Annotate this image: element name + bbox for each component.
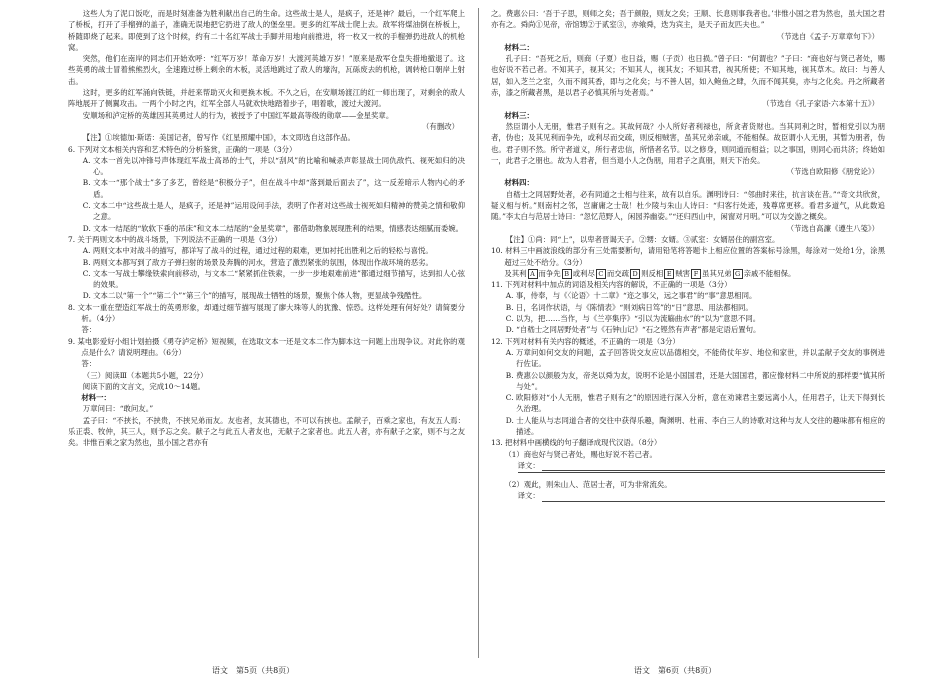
answer-line[interactable] [518, 472, 885, 473]
material-text: 孔子曰：“吾死之后，则商（子夏）也日益，赐（子贡）也日损。”曾子曰：“何谓也？”子曰：“商也好与贤己者处，赐也好说不若己者。不知其子，视其父；不知其人，视其友；不知其君，视其所使；不知其地，视其草木。故曰：与善人居，如入芝兰之室，久而不闻其香，即与之化矣；与不善人居，如入鲍鱼之肆，久而不闻其臭，亦与之化矣。丹之所藏者赤，漆之所藏者黑，是以君子必慎其所与处者焉。” [491, 54, 885, 98]
option-c: C. 以为，把……当作，与《兰亭集序》“引以为流觞曲水”的“以为”意思不同。 [505, 314, 761, 324]
option-c: C. 文本二中“这些战士是人，是疯子，还是神”运用设问手法，表明了作者对这些战士视死如归精神的赞美之情和敬仰之意。 [82, 201, 465, 222]
question-6: 6. 下列对文本相关内容和艺术特色的分析鉴赏，正确的一项是（3分） [68, 144, 297, 154]
annotation-note: 【注】①埃德加·斯诺：美国记者，曾写作《红星照耀中国》，本文即选自这部作品。 [82, 133, 355, 143]
passage-paragraph: 突然，他们在南岸的同志们开始欢呼：“红军万岁！革命万岁！大渡河英雄万岁！”原来是敌军仓皇失措地撤退了。这些英勇的战士冒着熊熊烈火，全速跑过桥上剩余的木板，灵活地跳过了敌人的壕沟，瓦砾废去的机枪，调转枪口朝岸上射击。 [68, 54, 465, 86]
answer-line[interactable] [542, 461, 885, 471]
translation-label: 译文： [517, 460, 540, 470]
option-a: A. 万章问如何交友的问题，孟子回答说交友应以品德相交，不能倚仗年岁、地位和家世，并以孟献子交友的事例进行佐证。 [505, 347, 885, 369]
option-c: C. 文本一写战士攀缘铁索向前移动，与文本二“紧紧抓住铁索，一步一步地艰难前进”都通过细节描写，达到扣人心弦的效果。 [82, 268, 465, 290]
passage-paragraph: 这些人为了泥口饭吃，而是时刻准备为胜利献出自己的生命。这些战士是人，是疯子，还是神？最后，一个红军爬上了桥板，打开了手榴弹的盖子，准确无误地把它扔进了敌人的堡垒里。更多的红军战士爬上去。敌军将煤油倒在桥板上，桥随即烧了起来。即使到了这个时候，约有二十名红军战士手脚并用地向前推进，将一枚又一枚的手榴弹扔进敌人的机枪窝。 [68, 9, 465, 52]
break-box-d[interactable]: D [630, 269, 640, 279]
section-instruction: 阅读下面的文言文，完成10～14题。 [82, 381, 206, 391]
question-13: 13. 把材料中画横线的句子翻译成现代汉语。（8分） [491, 438, 662, 448]
break-segment: 虽其兄弟 [702, 268, 732, 278]
translation-sentence-1: （1）商也好与贤己者处，赐也好说不若己者。 [504, 449, 657, 459]
material-text: 之。费惠公曰：‘吾于子思，则师之矣；吾于颜般，则友之矣；王顺、长息则事我者也。’非惟小国之君为然也，虽大国之君亦有之。舜尚①见帝，帝馆甥②于贰室③，亦飨舜，迭为宾主，是天子而友匹夫也。” [491, 9, 885, 30]
question-11: 11. 下列对材料中加点的词语及相关内容的解说，不正确的一项是（3分） [491, 280, 732, 290]
break-box-e[interactable]: E [664, 269, 674, 279]
passage-paragraph: 这时，更多的红军涌向铁链，并赶来帮助灭火和更换木板。不久之后，在安顺场渡江的红一师出现了，对剩余的敌人阵地展开了侧翼攻击。一两个小时之内，红军全部人马就欢快地踏着步子，唱着歌，渡过大渡河。 [68, 88, 465, 109]
break-box-c[interactable]: C [596, 269, 606, 279]
answer-label: 答： [81, 325, 97, 335]
material-heading: 材料三： [504, 110, 534, 120]
option-c: C. 欧阳修对“小人无朋，惟君子则有之”的原因进行深入分析，意在劝谏君主要远离小人，任用君子，让天下得到长久治理。 [505, 393, 885, 414]
question-10: 10. 材料三中画波浪线的部分有三处需要断句，请用铅笔将答题卡上相应位置的答案标号涂黑，每涂对一处给1分，涂黑超过三处不给分。（3分） [491, 246, 885, 267]
answer-line[interactable] [542, 492, 885, 502]
break-segment: 贼害 [675, 268, 691, 278]
break-line-suffix: 不能相保。 [758, 268, 796, 278]
question-9: 9. 某电影爱好小组计划拍摄《勇夺泸定桥》短视频，在选取文本一还是文本二作为脚本这一问题上出现争议。对此你的观点是什么？请说明理由。（6分） [68, 336, 465, 357]
option-b: B. 日，名词作状语，与《陈情表》“则刘病日笃”的“日”意思、用法都相同。 [505, 302, 753, 312]
option-b: B. 费惠公以颜般为友，帝尧以舜为友，说明不论是小国国君，还是大国国君，都应像材料二中所说的那样要“慎其所与处”。 [505, 370, 885, 391]
page-6-column [491, 8, 885, 652]
translation-sentence-2: （2）观此，则朱山人、范居士者，可为非常流矣。 [504, 480, 672, 490]
source-note: （节选自《孟子·万章章句下》） [776, 31, 879, 41]
source-note: （节选自高濂《遵生八笺》） [786, 223, 879, 233]
option-d: D. 士人能从与志同道合者的交往中获得乐趣，陶渊明、杜甫、李白三人的诗歌对这种与友人交往的趣味都有相应的描述。 [505, 415, 885, 436]
break-box-g[interactable]: G [733, 269, 743, 279]
translation-answer-row [491, 460, 885, 471]
break-line-prefix: 及其利 [504, 268, 527, 278]
sentence-break-options [491, 268, 885, 279]
question-8: 8. 文本一重在塑造红军战士的英勇形象，却通过细节描写展现了廖大珠等人的犹豫、惊恐。这样处理有何好处？请简要分析。（4分） [68, 302, 465, 324]
passage-paragraph: 安顺场和泸定桥的英雄因其英勇过人的行为，被授予了中国红军最高等级的勋章——金星奖章。 [82, 110, 394, 120]
annotation-note: 【注】①尚：同“上”，以卑者晋谒天子。②甥：女婿。③贰室：女婿居住的副宫室。 [505, 234, 780, 244]
option-d: D. “自嵇士之同居野处者”与《石钟山记》“石之铿然有声者”都是定语后置句。 [505, 325, 761, 335]
option-d: D. 文本二以“第一个”“第二个”“第三个”的描写，展现战士牺牲的场景，聚焦个体人物，更显战争残酷性。 [82, 291, 427, 301]
material-text: 万章问曰：“敢问友。” [82, 404, 154, 414]
source-note: （节选自欧阳修《朋党论》） [786, 167, 879, 177]
material-text: 孟子曰：“不挟长，不挟贵，不挟兄弟而友。友也者，友其德也，不可以有挟也。孟献子，百乘之家也，有友五人焉：乐正裘、牧仲，其三人，则予忘之矣。献子之与此五人者友也，无献子之家者也。此五人者，亦有献子之家，则不与之友矣。非惟百乘之家为然也，虽小国之君亦有 [68, 415, 465, 448]
break-box-b[interactable]: B [562, 269, 572, 279]
break-box-a[interactable]: A [528, 269, 538, 279]
page-footer-right: 语文 第6页（共8页） [634, 666, 717, 675]
source-note: （有删改） [422, 121, 459, 131]
question-12: 12. 下列对材料有关内容的概述，不正确的一项是（3分） [491, 336, 680, 346]
option-a: A. 两则文本中对战斗的描写，都详写了战斗的过程，通过过程的艰难，更加衬托出胜利之后的轻松与喜悦。 [82, 246, 433, 256]
break-segment: 则反相 [641, 268, 664, 278]
section-heading: （三）阅读Ⅲ（本题共5小题，22分） [82, 370, 208, 380]
material-heading: 材料四： [504, 178, 534, 188]
option-b: B. 两则文本都写到了敌方子弹扫射的场景及奔腾的河水，营造了激烈紧张的氛围，体现出作战环境的恶劣。 [82, 257, 433, 267]
option-b: B. 文本一“那个战士”多了多艺，曾经是“积极分子”，但在战斗中却“落到最后面去了”，这一反差暗示人物内心的矛盾。 [82, 178, 465, 199]
question-7: 7. 关于两则文本中的战斗场景，下列说法不正确的一项是（3分） [68, 234, 282, 244]
material-heading: 材料二： [504, 42, 534, 52]
break-box-f[interactable]: F [691, 269, 701, 279]
translation-answer-row [491, 490, 885, 501]
material-heading: 材料一： [81, 393, 111, 403]
break-segment: 而交疏 [606, 268, 630, 278]
material-text: 然臣谓小人无朋，惟君子则有之。其故何哉？小人所好者利禄也，所贪者货财也。当其同利之时，暂相党引以为朋者，伪也；及其见利而争先，或利尽而交疏，则反相贼害，虽其兄弟亲戚，不能相保。故臣谓小人无朋，其暂为朋者，伪也。君子则不然。所守者道义，所行者忠信，所惜者名节。以之修身，则同道而相益；以之事国，则同心而共济；终始如一，此君子之朋也。故为人君者，但当退小人之伪朋，用君子之真朋，则天下治矣。 [491, 121, 885, 165]
page-footer-left: 语文 第5页（共8页） [212, 666, 295, 675]
option-d: D. 文本一结尾的“软软下垂的吊床”和文本二结尾的“金星奖章”，都借助物象展现胜利的结果，情感表达细腻而委婉。 [82, 223, 464, 233]
answer-label: 答： [81, 359, 97, 369]
page-5-column [68, 8, 465, 652]
page-divider [478, 8, 479, 658]
break-segment: 亲戚 [743, 268, 759, 278]
option-a: A. 事，侍奉，与《〈论语〉十二章》“迩之事父，远之事君”的“事”意思相同。 [505, 291, 757, 301]
translation-label: 译文： [517, 491, 540, 501]
material-text: 自嵇士之同居野处者，必有同道之士相与往来，故有以自乐。渊明诗曰：“邻曲时来往，抗言谈在昔。”“奇文共欣赏，疑义相与析。”则南村之邻，岂庸庸之士哉！杜少陵与朱山人诗曰：“归客行处迹，残尊席更移。看君多道气，从此数追随。”李太白与范居士诗曰：“忽忆范野人，闲园养幽姿。”“还归西山中，闲窗对月明。”可以为交游之概矣。 [491, 189, 885, 222]
break-segment: 或利尽 [572, 268, 595, 278]
source-note: （节选自《孔子家语·六本第十五》） [762, 99, 879, 109]
option-a: A. 文本一首先以冲锋号声体现红军战士高昂的士气，并以“刮风”的比喻和喊杀声彰显战士同仇敌忾、视死如归的决心。 [82, 155, 465, 177]
break-segment: 而争先 [538, 268, 561, 278]
